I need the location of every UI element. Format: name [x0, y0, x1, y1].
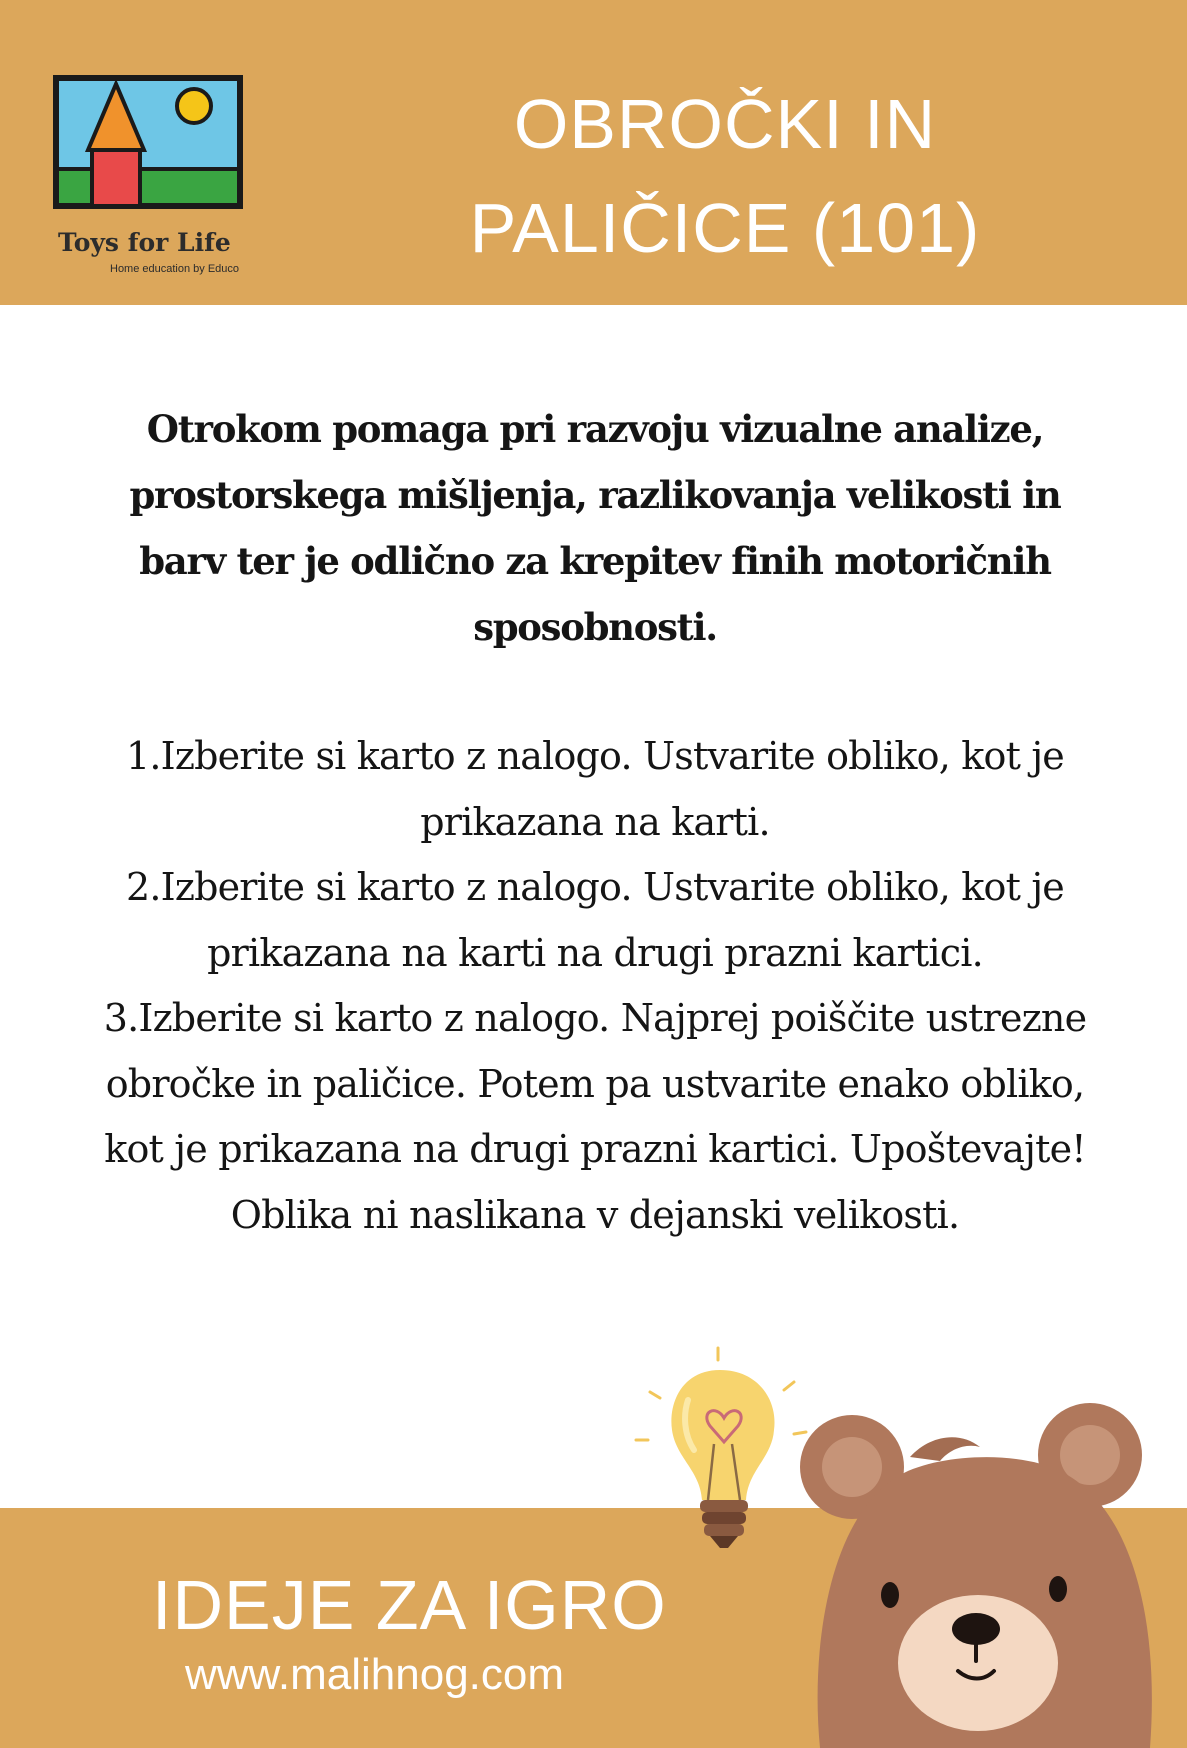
- website-link[interactable]: www.malihnog.com: [185, 1650, 565, 1699]
- bear-illustration: [790, 1395, 1187, 1748]
- title-line-1: OBROČKI IN: [513, 85, 937, 163]
- intro-text: Otrokom pomaga pri razvoju vizualne analize, prostorskega mišljenja, razlikovanja velikosti in barv ter je odlično za krepitev finih motoričnih sposobnosti.: [129, 407, 1061, 649]
- step-3: 3.Izberite si karto z nalogo. Najprej poiščite ustrezne obročke in paličice. Potem pa ustvarite enako obliko, kot je prikazana na drugi prazni kartici. Upoštevajte! Oblika ni naslikana v dejanski velikosti.: [103, 996, 1087, 1237]
- steps-list: [95, 724, 1095, 1248]
- page-title: [460, 72, 990, 280]
- brand-name: Toys for Life: [58, 228, 231, 257]
- step-1: 1.Izberite si karto z nalogo. Ustvarite obliko, kot je prikazana na karti.: [126, 734, 1064, 844]
- brand-tagline: Home education by Educo: [110, 263, 240, 275]
- title-line-2: PALIČICE (101): [469, 189, 981, 267]
- step-2: 2.Izberite si karto z nalogo. Ustvarite obliko, kot je prikazana na karti na drugi prazni kartici.: [126, 865, 1064, 975]
- ideas-heading: IDEJE ZA IGRO: [152, 1566, 667, 1644]
